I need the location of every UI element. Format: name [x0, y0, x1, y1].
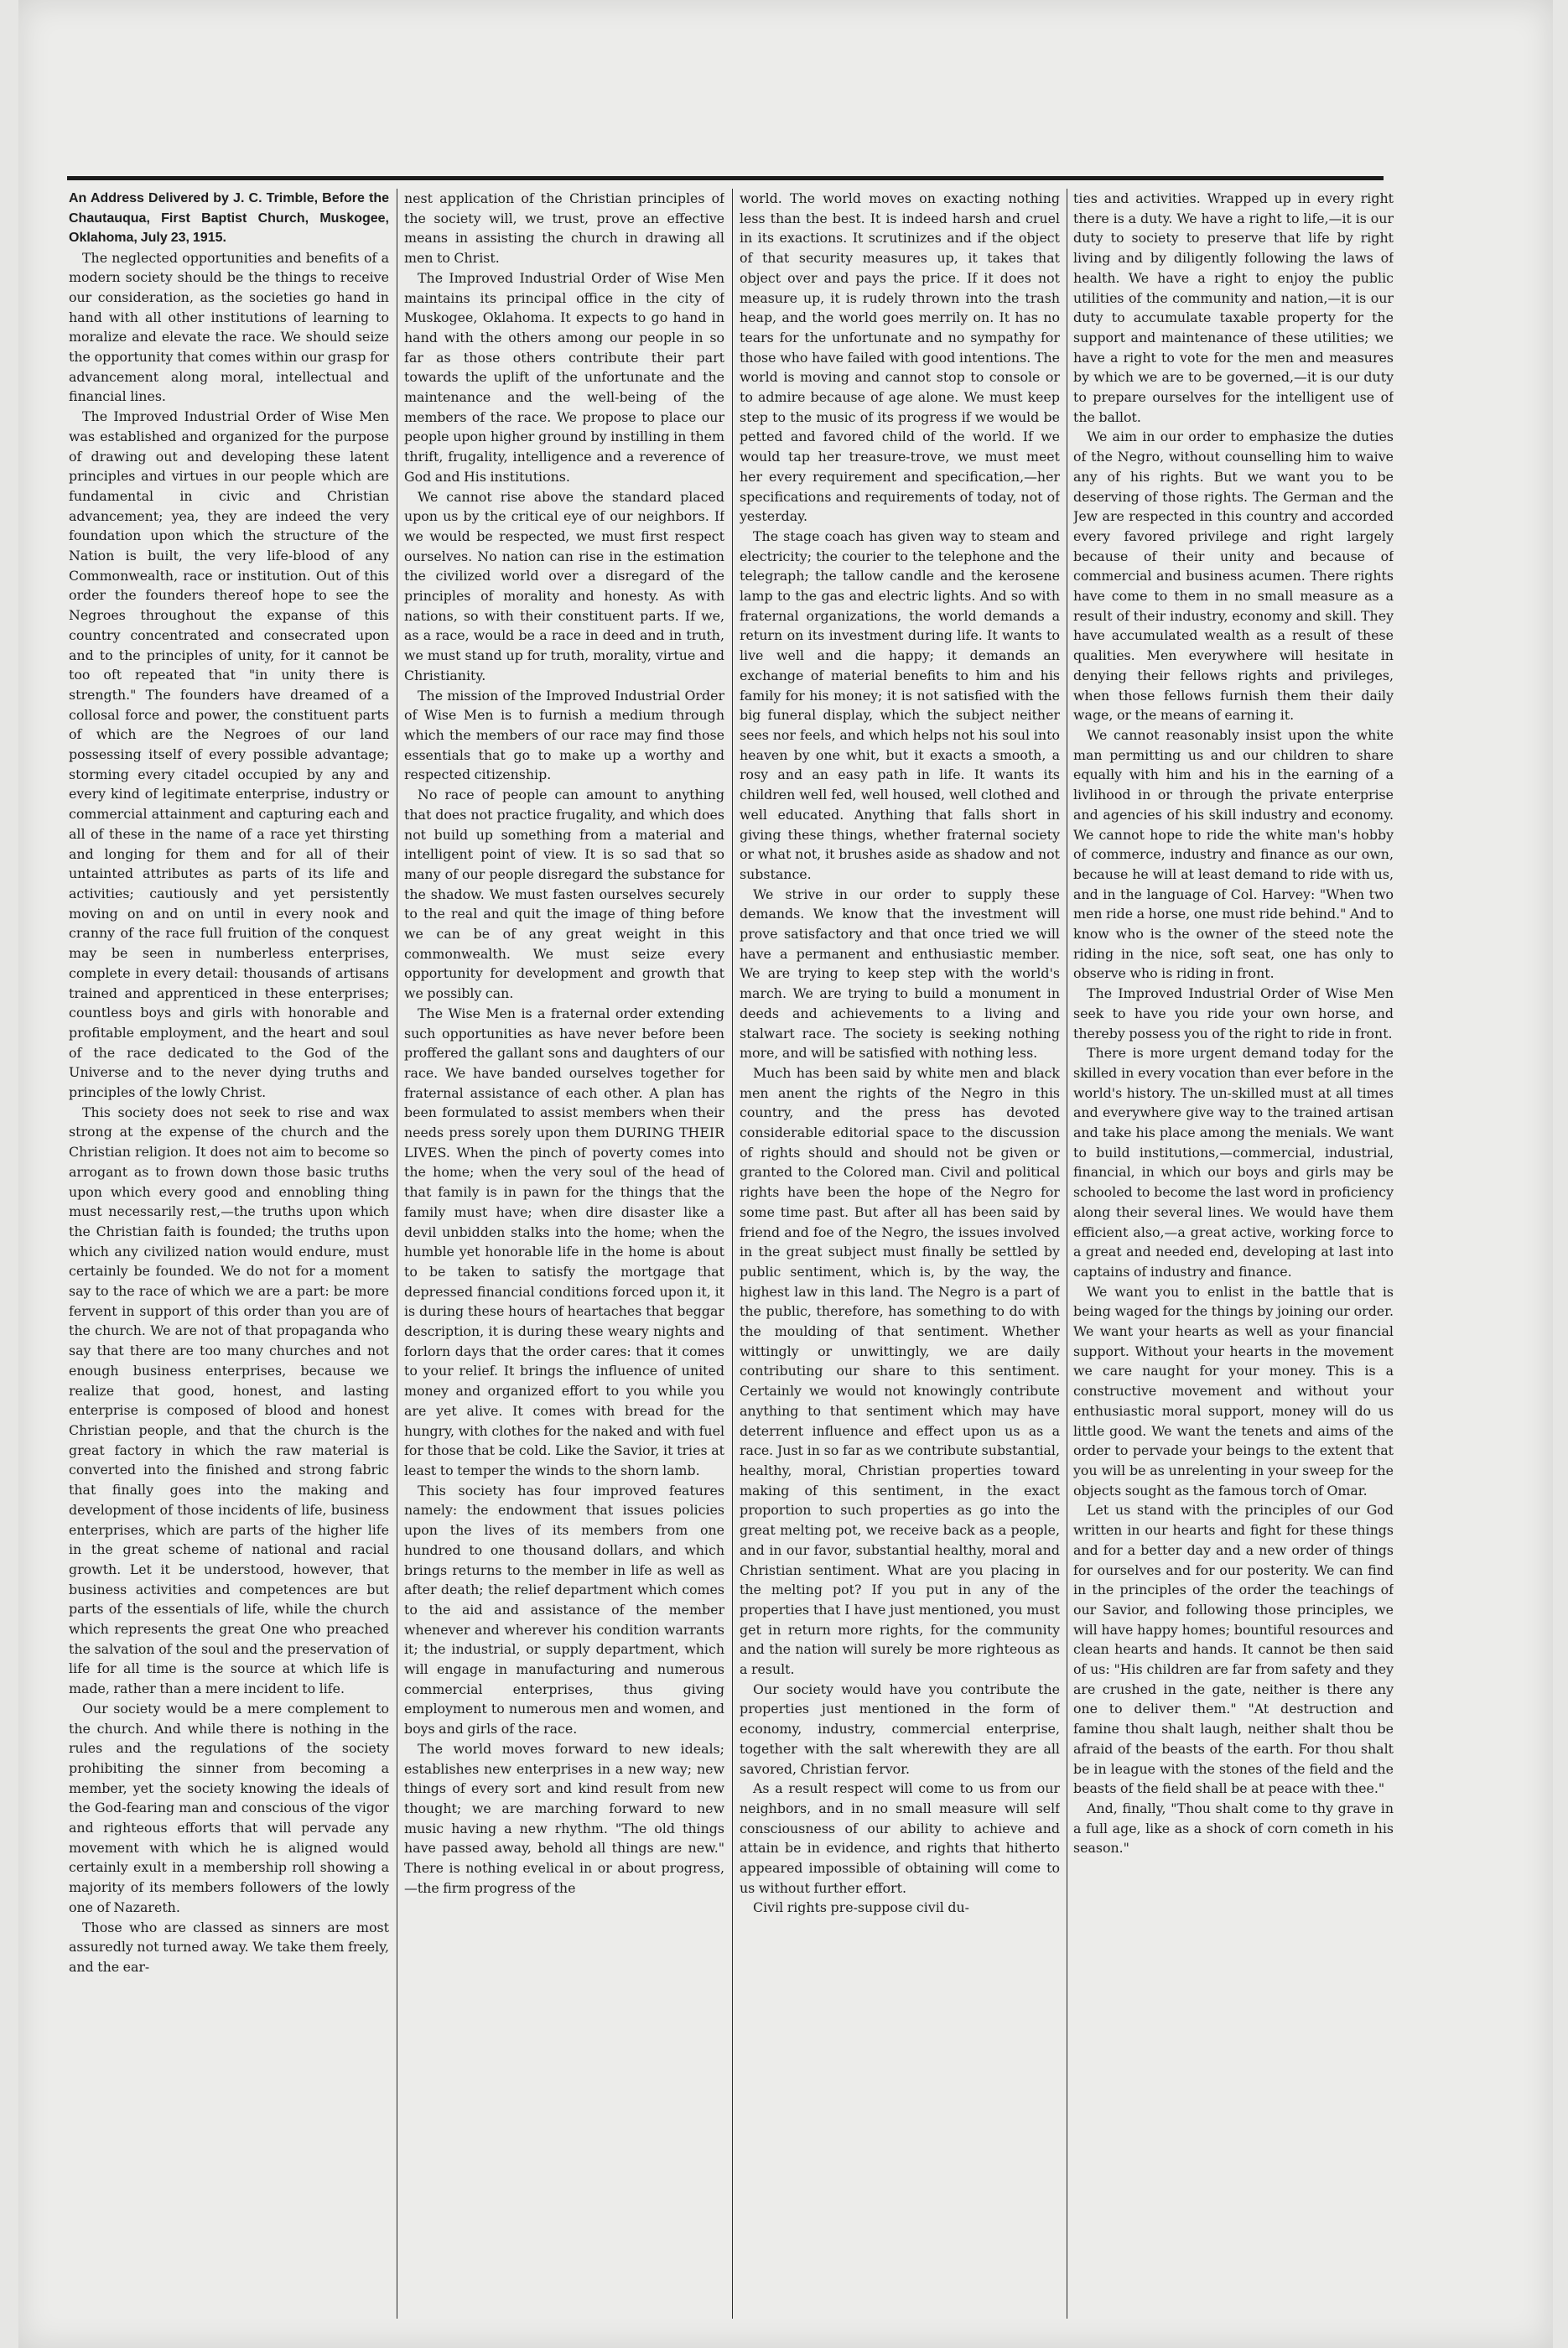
paragraph: Civil rights pre-suppose civil du-: [753, 1899, 969, 1916]
paragraph: The mission of the Improved Industrial Order of Wise Men is to furnish a medium through which the members of our race may find those essentials that go to make up a worthy and respected citizenship.: [404, 687, 724, 783]
column-rule: [732, 189, 733, 2319]
top-rule: [67, 176, 1384, 180]
paragraph: There is more urgent demand today for the skilled in every vocation than ever before in the world's history. The un-skilled must at all times and everywhere give way to the trained artisan and take his place among the menials. We want to build institutions,—commercial, industrial, financial, in which our boys and girls may be schooled to become the last word in proficiency along their several lines. We would have them efficient also,—a great active, working force to a great and needed end, developing at last into captains of industry and finance.: [1073, 1045, 1394, 1280]
paragraph: The stage coach has given way to steam and electricity; the courier to the telephone and the telegraph; the tallow candle and the kerosene lamp to the gas and electric lights. And so with fraternal organizations, the world demands a return on its investment during life. It wants to live well and die happy; it demands an exchange of material benefits to him and his family for his money; it is not satisfied with the big funeral display, which the subject neither sees nor feels, and which helps not his soul into heaven by one whit, but it exacts a smooth, a rosy and an easy path in life. It wants its children well fed, well housed, well clothed and well educated. Anything that falls short in giving these things, whether fraternal society or what not, it brushes aside as shadow and not substance.: [740, 527, 1060, 882]
paragraph: As a result respect will come to us from our neighbors, and in no small measure will self consciousness of our ability to achieve and attain be in evidence, and rights that hitherto appeared impossible of obtaining will come to us without further effort.: [740, 1780, 1060, 1896]
paragraph: The neglected opportunities and benefits of a modern society should be the things to receive our consideration, as the societies go hand in hand with all other institutions of learning to moralize and elevate the race. We should seize the opportunity that comes within our grasp for advancement along moral, intellectual and financial lines.: [69, 249, 389, 405]
article-column-1: [69, 189, 389, 2323]
paragraph: Those who are classed as sinners are most assuredly not turned away. We take them freely, and the ear-: [69, 1919, 389, 1975]
paragraph: We want you to enlist in the battle that is being waged for the things by joining our order. We want your hearts as well as your financial support. Without your hearts in the movement we care naught for your money. This is a constructive movement and without your enthusiastic moral support, money will do us little good. We want the tenets and aims of the order to pervade your beings to the extent that you will be as unrelenting in your sweep for the objects sought as the famous torch of Omar.: [1073, 1283, 1394, 1499]
paragraph: ties and activities. Wrapped up in every right there is a duty. We have a right to life,—it is our duty to society to preserve that life by right living and by diligently following the laws of health. We have a right to enjoy the public utilities of the community and nation,—it is our duty to accumulate taxable property for the support and maintenance of these utilities; we have a right to vote for the men and measures by which we are to be governed,—it is our duty to prepare ourselves for the intelligent use of the ballot.: [1073, 190, 1394, 425]
paragraph: This society does not seek to rise and wax strong at the expense of the church and the Christian religion. It does not aim to become so arrogant as to frown down those basic truths upon which every good and ennobling thing must necessarily rest,—the truths upon which the Christian faith is founded; the truths upon which any civilized nation would endure, must certainly be founded. We do not for a moment say to the race of which we are a part: be more fervent in support of this order than you are of the church. We are not of that propaganda who say that there are too many churches and not enough business enterprises, because we realize that good, honest, and lasting enterprise is composed of blood and honest Christian people, and that the church is the great factory in which the raw material is converted into the finished and strong fabric that finally goes into the making and development of those incidents of life, business enterprises, which are parts of the higher life in the great scheme of national and racial growth. Let it be understood, however, that business activities and competences are but parts of the essentials of life, while the church which represents the great One who preached the salvation of the soul and the preservation of life for all time is the source at which life is made, rather than a mere incident to life.: [69, 1104, 389, 1697]
paragraph: This society has four improved features namely: the endowment that issues policies upon the lives of its members from one hundred to one thousand dollars, and which brings returns to the member in life as well as after death; the relief department which comes to the aid and assistance of the member whenever and wherever his condition warrants it; the industrial, or supply department, which will engage in manufacturing and numerous commercial enterprises, thus giving employment to numerous men and women, and boys and girls of the race.: [404, 1482, 724, 1738]
paragraph: The Improved Industrial Order of Wise Men maintains its principal office in the city of Muskogee, Oklahoma. It expects to go hand in hand with the others among our people in so far as those others contribute their part towards the uplift of the unfortunate and the maintenance and the well-being of the members of the race. We propose to place our people upon higher ground by instilling in them thrift, frugality, intelligence and a reverence of God and His institutions.: [404, 269, 724, 485]
paragraph: The world moves forward to new ideals; establishes new enterprises in a new way; new things of every sort and kind result from new thought; we are marching forward to new music having a new rhythm. "The old things have passed away, behold all things are new." There is nothing evelical in or about progress,—the firm progress of the: [404, 1740, 724, 1896]
paragraph: world. The world moves on exacting nothing less than the best. It is indeed harsh and cruel in its exactions. It scrutinizes and if the object of that security measures up, it takes that object over and pays the price. If it does not measure up, it is rudely thrown into the trash heap, and the world goes merrily on. It has no tears for the unfortunate and no sympathy for those who have failed with good intentions. The world is moving and cannot stop to console or to admire because of age alone. We must keep step to the music of its progress if we would be petted and favored child of the world. If we would tap her treasure-trove, we must meet her every requirement and specification,—her specifications and requirements of today, not of yesterday.: [740, 190, 1060, 525]
paragraph: Our society would have you contribute the properties just mentioned in the form of economy, industry, commercial enterprise, together with the salt wherewith they are all savored, Christian fervor.: [740, 1680, 1060, 1777]
article-column-4: [1073, 189, 1394, 2323]
paragraph: We aim in our order to emphasize the duties of the Negro, without counselling him to waive any of his rights. But we want you to be deserving of those rights. The German and the Jew are respected in this country and accorded every favored privilege and right largely because of their unity and because of commercial and business acumen. There rights have come to them in no small measure as a result of their industry, economy and skill. They have accumulated wealth as a result of these qualities. Men everywhere will hesitate in denying their fellows rights and privileges, when those fellows furnish them their daily wage, or the means of earning it.: [1073, 429, 1394, 724]
article-headline: An Address Delivered by J. C. Trimble, Before the Chautauqua, First Baptist Church, Muskogee, Oklahoma, July 23, 1915.: [69, 191, 389, 245]
paragraph: We cannot rise above the standard placed upon us by the critical eye of our neighbors. If we would be respected, we must first respect ourselves. No nation can rise in the estimation the civilized world over a disregard of the principles of morality and honesty. As with nations, so with their constituent parts. If we, as a race, would be a race in deed and in truth, we must stand up for truth, morality, virtue and Christianity.: [404, 488, 724, 683]
paragraph: The Improved Industrial Order of Wise Men seek to have you ride your own horse, and thereby possess you of the right to ride in front.: [1073, 985, 1394, 1042]
paragraph: Let us stand with the principles of our God written in our hearts and fight for these things and for a better day and a new order of things for ourselves and for our posterity. We can find in the principles of the order the teachings of our Savior, and following those principles, we will have happy homes; bountiful resources and clean hearts and hands. It cannot be then said of us: "His children are far from safety and they are crushed in the gate, neither is there any one to deliver them." "At destruction and famine thou shalt laugh, neither shalt thou be afraid of the beasts of the earth. For thou shalt be in league with the stones of the field and the beasts of the field shall be at peace with thee.": [1073, 1502, 1394, 1797]
article-column-3: [740, 189, 1060, 2323]
newspaper-page: [18, 0, 1553, 2348]
paragraph: We strive in our order to supply these demands. We know that the investment will prove satisfactory and that once tried we will have a permanent and enthusiastic member. We are trying to keep step with the world's march. We are trying to build a monument in deeds and achievements to a living and stalwart race. The society is seeking nothing more, and will be satisfied with nothing less.: [740, 886, 1060, 1062]
paragraph: Much has been said by white men and black men anent the rights of the Negro in this country, and the press has devoted considerable editorial space to the discussion of rights should and should not be given or granted to the Colored man. Civil and political rights have been the hope of the Negro for some time past. But after all has been said by friend and foe of the Negro, the issues involved in the great subject must finally be settled by public sentiment, which is, by the way, the highest law in this land. The Negro is a part of the public, therefore, has something to do with the moulding of that sentiment. Whether wittingly or unwittingly, we are daily contributing our share to this sentiment. Certainly we would not knowingly contribute anything to that sentiment which may have deterrent influence and effect upon us as a race. Just in so far as we contribute substantial, healthy, moral, Christian properties toward making of this sentiment, in the exact proportion to such properties as go into the great melting pot, we receive back as a people, and in our favor, substantial healthy, moral and Christian sentiment. What are you placing in the melting pot? If you put in any of the properties that I have just mentioned, you must get in return more rights, for the community and the nation will surely be more righteous as a result.: [740, 1064, 1060, 1678]
article-column-2: [404, 189, 724, 2323]
paragraph: And, finally, "Thou shalt come to thy grave in a full age, like as a shock of corn cometh in his season.": [1073, 1800, 1394, 1857]
paragraph: The Wise Men is a fraternal order extending such opportunities as have never before been proffered the gallant sons and daughters of our race. We have banded ourselves together for fraternal assistance of each other. A plan has been formulated to assist members when their needs press sorely upon them DURING THEIR LIVES. When the pinch of poverty comes into the home; when the very soul of the head of that family is in pawn for the things that the family must have; when dire disaster like a devil unbidden stalks into the home; when the humble yet honorable life in the home is about to be taken to satisfy the mortgage that depressed financial conditions forced upon it, it is during these hours of heartaches that beggar description, it is during these weary nights and forlorn days that the order cares: that it comes to your relief. It brings the influence of united money and organized effort to you while you are yet alive. It comes with bread for the hungry, with clothes for the naked and with fuel for those that be cold. Like the Savior, it tries at least to temper the winds to the shorn lamb.: [404, 1005, 724, 1478]
paragraph: We cannot reasonably insist upon the white man permitting us and our children to share equally with him and his in the earning of a livlihood in or through the private enterprise and agencies of his skill industry and economy. We cannot hope to ride the white man's hobby of commerce, industry and finance as our own, because he will at least demand to ride with us, and in the language of Col. Harvey: "When two men ride a horse, one must ride behind." And to know who is the owner of the steed note the riding in the nice, soft seat, one has only to observe who is riding in front.: [1073, 726, 1394, 982]
paragraph: nest application of the Christian principles of the society will, we trust, prove an effective means in assisting the church in drawing all men to Christ.: [404, 190, 724, 267]
paragraph: Our society would be a mere complement to the church. And while there is nothing in the rules and the regulations of the society prohibiting the sinner from becoming a member, yet the society knowing the ideals of the God-fearing man and conscious of the vigor and righteous efforts that will pervade any movement with which he is aligned would certainly exult in a membership roll showing a majority of its members followers of the lowly one of Nazareth.: [69, 1700, 389, 1915]
paragraph: No race of people can amount to anything that does not practice frugality, and which does not build up something from a material and intelligent point of view. It is so sad that so many of our people disregard the substance for the shadow. We must fasten ourselves securely to the real and quit the image of thing before we can be of any great weight in this commonwealth. We must seize every opportunity for development and growth that we possibly can.: [404, 787, 724, 1002]
paragraph: The Improved Industrial Order of Wise Men was established and organized for the purpose of drawing out and developing these latent principles and virtues in our people which are fundamental in civic and Christian advancement; yea, they are indeed the very foundation upon which the structure of the Nation is built, the very life-blood of any Commonwealth, race or institution. Out of this order the founders thereof hope to see the Negroes throughout the expanse of this country concentrated and consecrated upon and to the principles of unity, for it cannot be too oft repeated that "in unity there is strength." The founders have dreamed of a collosal force and power, the constituent parts of which are the Negroes of our land possessing itself of every possible advantage; storming every citadel occupied by any and every kind of legitimate enterprise, industry or commercial attainment and capturing each and all of these in the name of a race yet thirsting and longing for them and for all of their untainted attributes as parts of its life and activities; cautiously and yet persistently moving on and on until in every nook and cranny of the race full fruition of the conquest may be seen in numberless enterprises, complete in every detail: thousands of artisans trained and apprenticed in these enterprises; countless boys and girls with honorable and profitable employment, and the heart and soul of the race dedicated to the God of the Universe and to the never dying truths and principles of the lowly Christ.: [69, 408, 389, 1101]
